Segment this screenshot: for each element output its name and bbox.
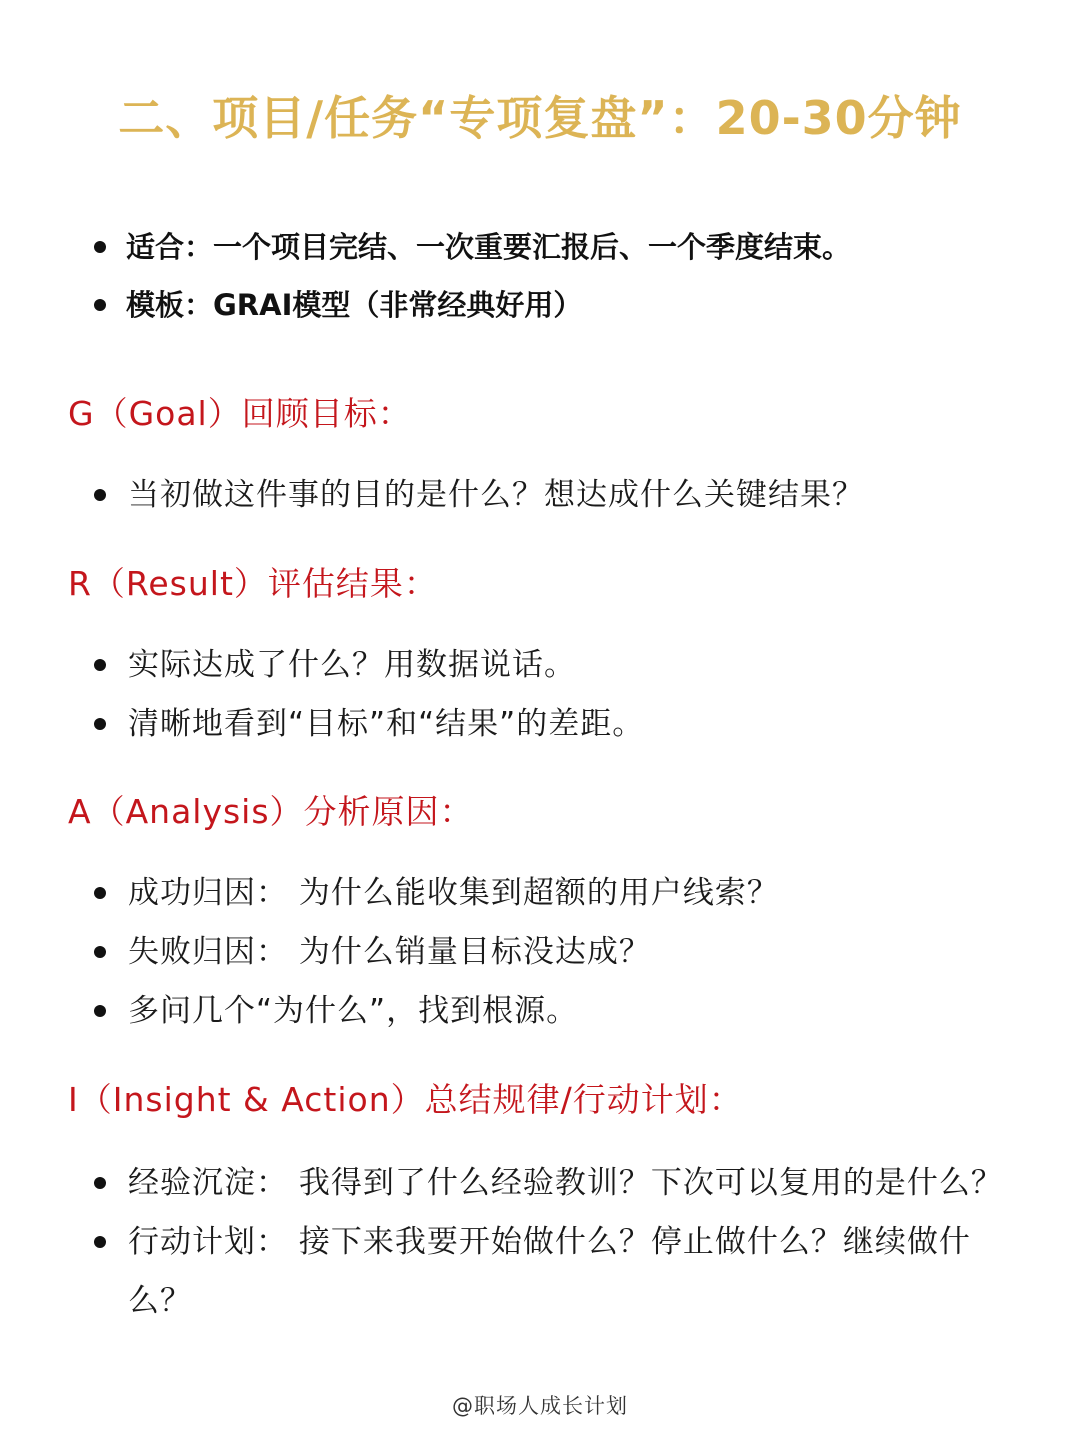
- section-heading-analysis: A（Analysis）分析原因：: [68, 792, 474, 831]
- section-heading-goal: G（Goal）回顾目标：: [68, 394, 412, 433]
- list-item-text: 多问几个“为什么”，找到根源。: [128, 993, 579, 1029]
- list-item-text: 当初做这件事的目的是什么？想达成什么关键结果？: [128, 477, 864, 513]
- intro-item-suitable: [90, 218, 1050, 276]
- intro-list: [90, 218, 1050, 334]
- intro-item-template: [90, 276, 1050, 334]
- section-list-result: [90, 636, 1010, 754]
- bullet-icon: [94, 1236, 106, 1248]
- list-item-text: 行动计划： 接下来我要开始做什么？停止做什么？继续做什么？: [128, 1224, 971, 1319]
- list-item: [90, 466, 1010, 525]
- list-item: [90, 864, 1010, 923]
- list-item-text: 清晰地看到“目标”和“结果”的差距。: [128, 706, 645, 742]
- list-item: [90, 982, 1010, 1041]
- list-item-text: 实际达成了什么？用数据说话。: [128, 647, 576, 683]
- footer-credit: @职场人成长计划: [452, 1394, 628, 1418]
- bullet-icon: [94, 1177, 106, 1189]
- intro-item-text: 模板：GRAI模型（非常经典好用）: [126, 288, 583, 322]
- page-title: 二、项目/任务“专项复盘”：20-30分钟: [118, 91, 962, 145]
- list-item-text: 成功归因： 为什么能收集到超额的用户线索？: [128, 875, 779, 911]
- intro-item-text: 适合：一个项目完结、一次重要汇报后、一个季度结束。: [126, 230, 852, 264]
- bullet-icon: [94, 887, 106, 899]
- list-item: [90, 1213, 1010, 1331]
- list-item-text: 失败归因： 为什么销量目标没达成？: [128, 934, 651, 970]
- section-list-analysis: [90, 864, 1010, 1041]
- bullet-icon: [94, 489, 106, 501]
- list-item: [90, 923, 1010, 982]
- section-list-insight-action: [90, 1154, 1010, 1331]
- bullet-icon: [94, 1005, 106, 1017]
- list-item-text: 经验沉淀： 我得到了什么经验教训？下次可以复用的是什么？: [128, 1165, 1003, 1201]
- bullet-icon: [94, 946, 106, 958]
- bullet-icon: [94, 718, 106, 730]
- bullet-icon: [94, 299, 106, 311]
- section-heading-result: R（Result）评估结果：: [68, 564, 438, 603]
- bullet-icon: [94, 659, 106, 671]
- section-list-goal: [90, 466, 1010, 525]
- section-heading-insight-action: I（Insight & Action）总结规律/行动计划：: [68, 1080, 743, 1119]
- list-item: [90, 695, 1010, 754]
- list-item: [90, 1154, 1010, 1213]
- list-item: [90, 636, 1010, 695]
- bullet-icon: [94, 241, 106, 253]
